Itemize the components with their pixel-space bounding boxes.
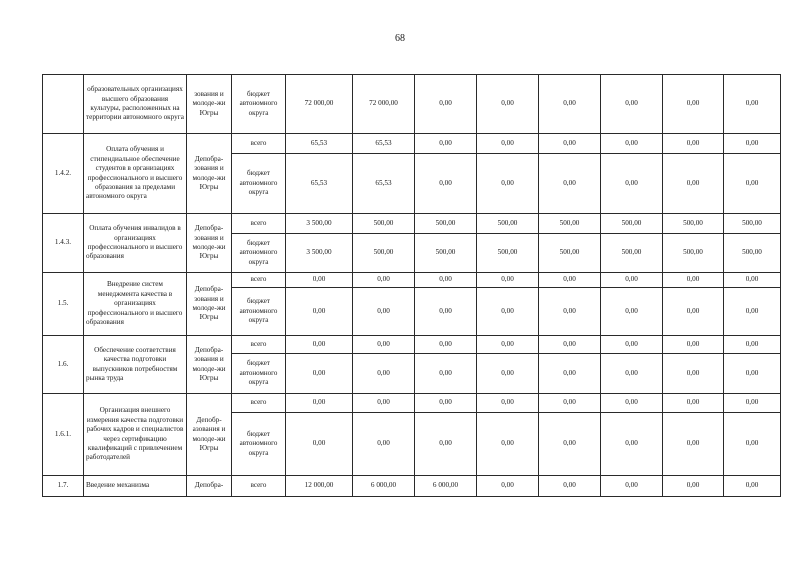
amount-year: 0,00: [601, 288, 663, 336]
amount-total: 72 000,00: [286, 75, 353, 134]
amount-year: 0,00: [415, 394, 477, 413]
amount-year: 0,00: [724, 288, 781, 336]
table-row: [43, 75, 781, 134]
amount-total: 0,00: [286, 336, 353, 354]
item-number: [43, 75, 84, 134]
amount-year: 500,00: [539, 234, 601, 273]
amount-year: 0,00: [724, 413, 781, 476]
amount-year: 0,00: [539, 413, 601, 476]
item-number: 1.6.1.: [43, 394, 84, 476]
amount-year: 0,00: [539, 273, 601, 288]
amount-year: 0,00: [663, 134, 724, 154]
item-number: 1.4.2.: [43, 134, 84, 214]
funding-source: всего: [232, 336, 286, 354]
amount-total: 12 000,00: [286, 476, 353, 497]
table-row: [43, 273, 781, 288]
amount-year: 0,00: [663, 413, 724, 476]
amount-year: 0,00: [539, 134, 601, 154]
amount-year: 0,00: [601, 476, 663, 497]
item-number: 1.5.: [43, 273, 84, 336]
amount-year: 0,00: [601, 413, 663, 476]
item-executor: Депобра-зования и молоде-жи Югры: [187, 214, 232, 273]
amount-year: 0,00: [415, 75, 477, 134]
funding-source: всего: [232, 394, 286, 413]
amount-year: 0,00: [601, 336, 663, 354]
item-name: Введение механизма: [84, 476, 187, 497]
amount-year: 0,00: [601, 394, 663, 413]
item-name: образовательных организациях высшего образования культуры, расположенных на территории автономного округа: [84, 75, 187, 134]
amount-year: 0,00: [353, 413, 415, 476]
amount-year: 0,00: [663, 336, 724, 354]
table-row: [43, 134, 781, 154]
item-name: Оплата обучения инвалидов в организациях профессионального и высшего образования: [84, 214, 187, 273]
amount-year: 0,00: [477, 354, 539, 394]
amount-year: 0,00: [724, 75, 781, 134]
amount-year: 0,00: [601, 134, 663, 154]
amount-year: 0,00: [415, 336, 477, 354]
funding-source: бюджет автономного округа: [232, 288, 286, 336]
amount-year: 0,00: [539, 394, 601, 413]
table-row: [43, 476, 781, 497]
amount-year: 0,00: [724, 354, 781, 394]
item-name: Оплата обучения и стипендиальное обеспечение студентов в организациях профессионального и высшего образования за пределами автономного округа: [84, 134, 187, 214]
amount-year: 0,00: [477, 394, 539, 413]
item-executor: зования и молоде-жи Югры: [187, 75, 232, 134]
table-row: [43, 214, 781, 234]
funding-source: бюджет автономного округа: [232, 75, 286, 134]
table-row: [43, 336, 781, 354]
amount-year: 0,00: [353, 273, 415, 288]
item-name: Внедрение систем менеджмента качества в организациях профессионального и высшего образования: [84, 273, 187, 336]
amount-year: 0,00: [477, 273, 539, 288]
amount-total: 0,00: [286, 288, 353, 336]
amount-year: 500,00: [724, 214, 781, 234]
budget-table: [42, 74, 781, 497]
funding-source: бюджет автономного округа: [232, 154, 286, 214]
amount-year: 0,00: [601, 154, 663, 214]
amount-year: 0,00: [663, 154, 724, 214]
amount-year: 0,00: [663, 354, 724, 394]
page-number: 68: [395, 33, 405, 44]
amount-year: 0,00: [415, 354, 477, 394]
item-executor: Депобр-азования и молоде-жи Югры: [187, 394, 232, 476]
amount-total: 0,00: [286, 394, 353, 413]
amount-total: 3 500,00: [286, 234, 353, 273]
amount-year: 65,53: [353, 134, 415, 154]
amount-year: 0,00: [353, 336, 415, 354]
amount-year: 0,00: [663, 476, 724, 497]
item-executor: Депобра-зования и молоде-жи Югры: [187, 273, 232, 336]
funding-source: всего: [232, 134, 286, 154]
amount-year: 0,00: [477, 75, 539, 134]
amount-year: 0,00: [353, 354, 415, 394]
amount-year: 0,00: [539, 336, 601, 354]
amount-year: 0,00: [477, 154, 539, 214]
amount-year: 0,00: [601, 273, 663, 288]
amount-year: 65,53: [353, 154, 415, 214]
amount-year: 500,00: [601, 214, 663, 234]
funding-source: всего: [232, 476, 286, 497]
amount-year: 0,00: [415, 273, 477, 288]
amount-year: 500,00: [415, 234, 477, 273]
amount-year: 0,00: [353, 288, 415, 336]
funding-source: всего: [232, 273, 286, 288]
amount-total: 65,53: [286, 134, 353, 154]
funding-source: бюджет автономного округа: [232, 413, 286, 476]
amount-year: 0,00: [724, 154, 781, 214]
amount-year: 72 000,00: [353, 75, 415, 134]
amount-year: 0,00: [539, 154, 601, 214]
amount-year: 6 000,00: [353, 476, 415, 497]
amount-total: 3 500,00: [286, 214, 353, 234]
amount-year: 0,00: [477, 288, 539, 336]
amount-year: 0,00: [663, 75, 724, 134]
amount-year: 0,00: [663, 288, 724, 336]
amount-year: 0,00: [601, 75, 663, 134]
item-executor: Депобра-зования и молоде-жи Югры: [187, 134, 232, 214]
item-executor: Депобра-: [187, 476, 232, 497]
amount-total: 0,00: [286, 413, 353, 476]
amount-year: 0,00: [477, 476, 539, 497]
amount-year: 0,00: [601, 354, 663, 394]
item-name: Организация внешнего измерения качества подготовки рабочих кадров и специалистов через сертификацию квалификаций с привлечением работодателей: [84, 394, 187, 476]
amount-year: 0,00: [539, 288, 601, 336]
amount-year: 500,00: [477, 234, 539, 273]
funding-source: бюджет автономного округа: [232, 234, 286, 273]
amount-year: 0,00: [353, 394, 415, 413]
amount-year: 0,00: [724, 134, 781, 154]
amount-total: 0,00: [286, 273, 353, 288]
amount-total: 0,00: [286, 354, 353, 394]
amount-year: 0,00: [415, 288, 477, 336]
amount-year: 0,00: [477, 336, 539, 354]
amount-year: 0,00: [539, 354, 601, 394]
amount-year: 0,00: [539, 476, 601, 497]
amount-year: 0,00: [477, 134, 539, 154]
amount-year: 0,00: [663, 273, 724, 288]
funding-source: всего: [232, 214, 286, 234]
amount-year: 500,00: [724, 234, 781, 273]
amount-year: 500,00: [663, 234, 724, 273]
amount-year: 0,00: [724, 476, 781, 497]
item-executor: Депобра-зования и молоде-жи Югры: [187, 336, 232, 394]
amount-year: 6 000,00: [415, 476, 477, 497]
item-name: Обеспечение соответствия качества подготовки выпускников потребностям рынка труда: [84, 336, 187, 394]
amount-year: 500,00: [415, 214, 477, 234]
funding-source: бюджет автономного округа: [232, 354, 286, 394]
amount-year: 0,00: [415, 154, 477, 214]
item-number: 1.4.3.: [43, 214, 84, 273]
item-number: 1.6.: [43, 336, 84, 394]
table-row: [43, 394, 781, 413]
amount-year: 0,00: [663, 394, 724, 413]
amount-year: 500,00: [353, 214, 415, 234]
amount-total: 65,53: [286, 154, 353, 214]
amount-year: 500,00: [539, 214, 601, 234]
amount-year: 0,00: [724, 336, 781, 354]
amount-year: 0,00: [539, 75, 601, 134]
amount-year: 0,00: [724, 273, 781, 288]
amount-year: 500,00: [477, 214, 539, 234]
amount-year: 0,00: [415, 134, 477, 154]
amount-year: 0,00: [724, 394, 781, 413]
item-number: 1.7.: [43, 476, 84, 497]
amount-year: 500,00: [663, 214, 724, 234]
amount-year: 500,00: [353, 234, 415, 273]
amount-year: 0,00: [477, 413, 539, 476]
amount-year: 500,00: [601, 234, 663, 273]
amount-year: 0,00: [415, 413, 477, 476]
